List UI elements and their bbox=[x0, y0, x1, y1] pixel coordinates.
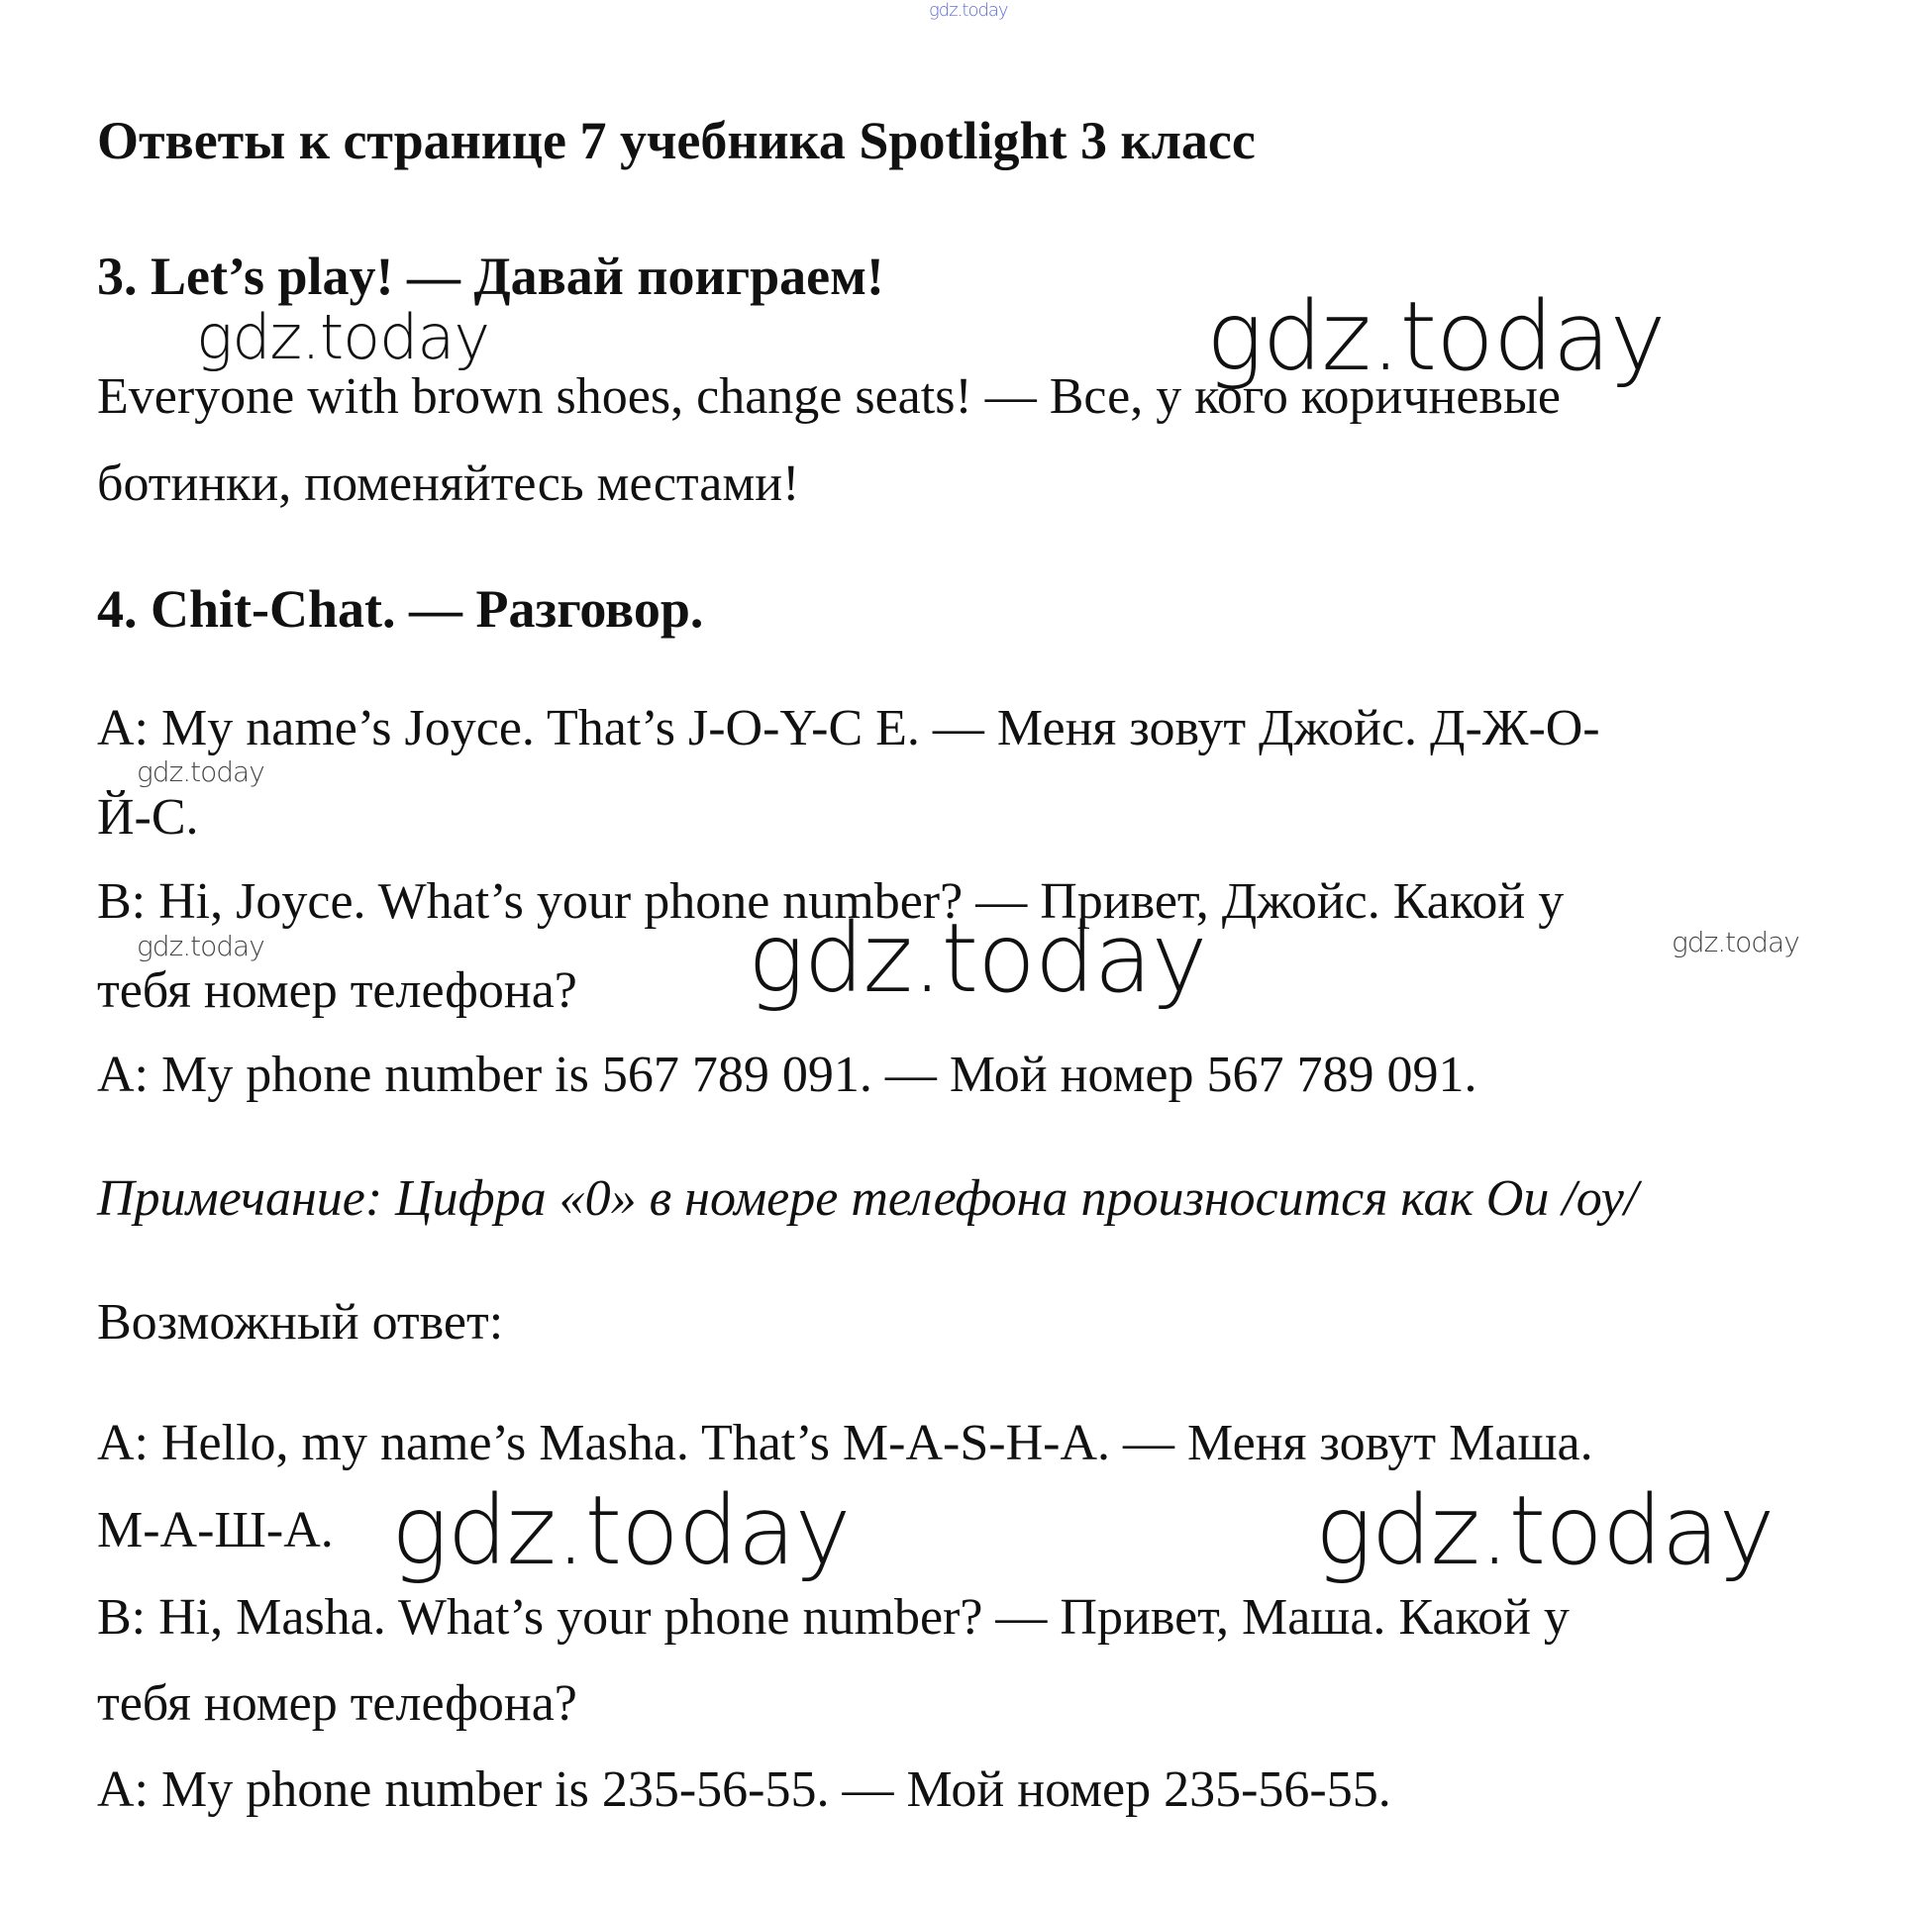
section-3-line: ботинки, поменяйтесь местами! bbox=[97, 455, 800, 512]
dialogue-line: A: My phone number is 567 789 091. — Мой номер 567 789 091. bbox=[97, 1047, 1477, 1103]
dialogue-line: A: Hello, my name’s Masha. That’s M-A-S-H-A. — Меня зовут Маша. bbox=[97, 1415, 1593, 1471]
possible-answer-label: Возможный ответ: bbox=[97, 1294, 504, 1351]
watermark: gdz.today bbox=[748, 903, 1207, 1014]
dialogue-line: B: Hi, Joyce. What’s your phone number? — Привет, Джойс. Какой у bbox=[97, 873, 1565, 930]
note-text: Примечание: Цифра «0» в номере телефона произносится как Ou /оу/ bbox=[97, 1170, 1639, 1227]
dialogue-line: тебя номер телефона? bbox=[97, 962, 577, 1019]
section-3-line: Everyone with brown shoes, change seats! — Все, у кого коричневые bbox=[97, 368, 1561, 425]
watermark: gdz.today bbox=[1206, 281, 1666, 392]
dialogue-line: М-А-Ш-А. bbox=[97, 1502, 334, 1558]
section-3-heading: 3. Let’s play! — Давай поиграем! bbox=[97, 247, 884, 306]
dialogue-line: B: Hi, Masha. What’s your phone number? — Привет, Маша. Какой у bbox=[97, 1589, 1570, 1646]
watermark: gdz.today bbox=[1315, 1475, 1775, 1586]
watermark: gdz.today bbox=[196, 301, 490, 373]
watermark: gdz.today bbox=[137, 755, 264, 788]
dialogue-line: Й-С. bbox=[97, 789, 199, 846]
section-4-heading: 4. Chit-Chat. — Разговор. bbox=[97, 579, 704, 639]
watermark: gdz.today bbox=[929, 0, 1008, 21]
watermark: gdz.today bbox=[391, 1475, 851, 1586]
page-title: Ответы к странице 7 учебника Spotlight 3 класс bbox=[97, 111, 1256, 170]
dialogue-line: A: My name’s Joyce. That’s J-O-Y-C E. — Меня зовут Джойс. Д-Ж-О- bbox=[97, 700, 1600, 756]
watermark: gdz.today bbox=[137, 930, 264, 962]
dialogue-line: A: My phone number is 235-56-55. — Мой номер 235-56-55. bbox=[97, 1761, 1391, 1818]
dialogue-line: тебя номер телефона? bbox=[97, 1675, 577, 1732]
watermark: gdz.today bbox=[1672, 926, 1799, 958]
